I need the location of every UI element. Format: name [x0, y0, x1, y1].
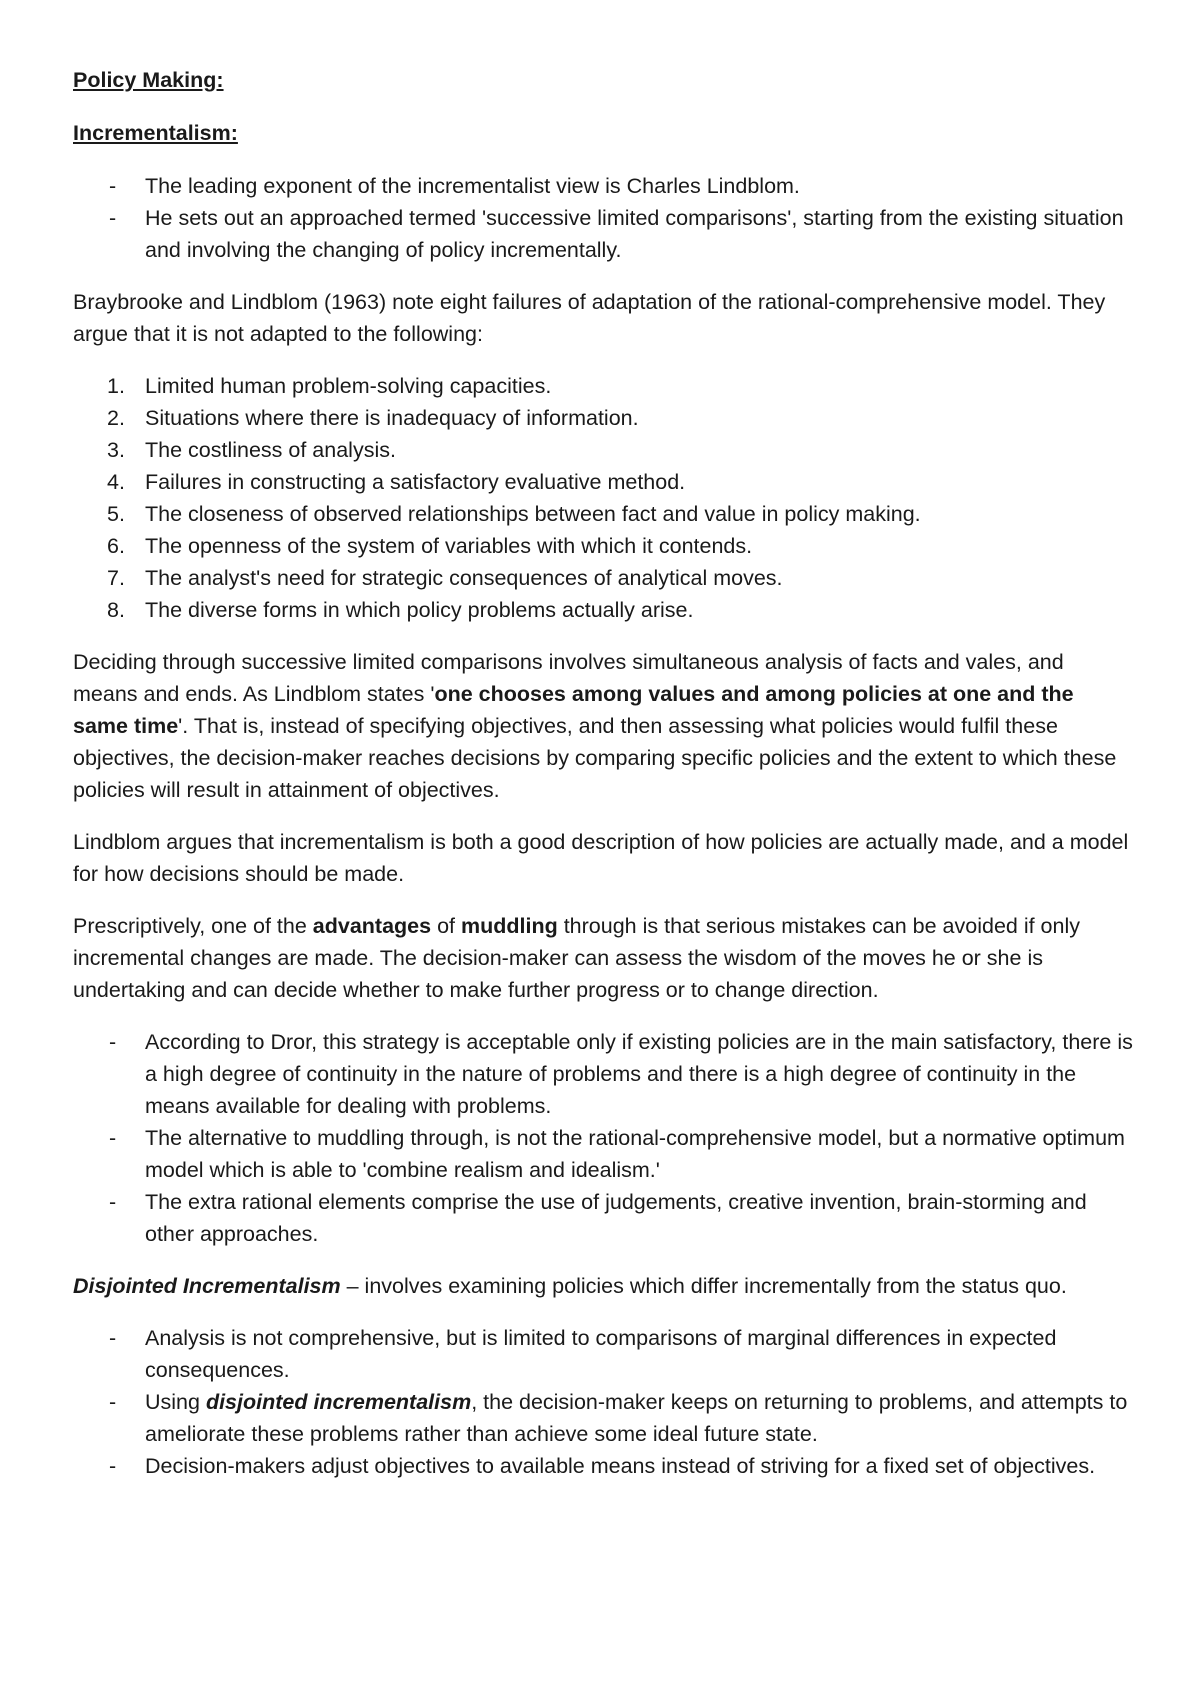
section-heading: Incrementalism:: [73, 121, 238, 145]
bold-muddling: muddling: [461, 914, 558, 938]
paragraph-successive-comparisons: Deciding through successive limited comparisons involves simultaneous analysis of facts and vales, and means and ends. As Lindblom states 'one chooses among values and among policies at one and the same time'. That is, instead of specifying objectives, and then assessing what policies would fulfil these objectives, the decision-maker reaches decisions by comparing specific policies and the extent to which these policies will result in attainment of objectives.: [73, 650, 1117, 802]
dash-bullet: -: [109, 206, 117, 230]
list-item: 7. The analyst's need for strategic consequences of analytical moves.: [107, 566, 783, 590]
dash-bullet: -: [109, 1030, 117, 1054]
list-item: - According to Dror, this strategy is acceptable only if existing policies are in the main satisfactory, there is a high degree of continuity in the nature of problems and there is a high degree of continuity in the means available for dealing with problems.: [73, 1026, 1133, 1122]
dash-bullet: -: [109, 174, 117, 198]
paragraph-lindblom-argues: Lindblom argues that incrementalism is both a good description of how policies are actually made, and a model for how decisions should be made.: [73, 830, 1129, 886]
paragraph-braybrooke: Braybrooke and Lindblom (1963) note eight failures of adaptation of the rational-comprehensive model. They argue that it is not adapted to the following:: [73, 290, 1106, 346]
dash-bullet: -: [109, 1454, 117, 1478]
paragraph-prescriptively: Prescriptively, one of the advantages of muddling through is that serious mistakes can be avoided if only incremental changes are made. The decision-maker can assess the wisdom of the moves he or she is undertaking and can decide whether to make further progress or to change direction.: [73, 914, 1080, 1002]
bold-italic-term: Disjointed Incrementalism: [73, 1274, 341, 1298]
dror-bullet-list: [73, 1026, 1133, 1250]
paragraph-disjointed: Disjointed Incrementalism – involves examining policies which differ incrementally from the status quo.: [73, 1274, 1067, 1298]
intro-bullet-list: [73, 170, 1133, 266]
list-item: 3. The costliness of analysis.: [107, 438, 396, 462]
list-item: 4. Failures in constructing a satisfactory evaluative method.: [107, 470, 686, 494]
dash-bullet: -: [109, 1190, 117, 1214]
document-page: [73, 64, 1133, 1502]
list-item: 2. Situations where there is inadequacy of information.: [107, 406, 639, 430]
failures-numbered-list: [73, 370, 1133, 626]
list-item: 8. The diverse forms in which policy problems actually arise.: [107, 598, 694, 622]
list-item: 5. The closeness of observed relationships between fact and value in policy making.: [107, 502, 921, 526]
dash-bullet: -: [109, 1390, 117, 1414]
list-item: 1. Limited human problem-solving capacities.: [107, 374, 552, 398]
list-item: - The leading exponent of the incrementalist view is Charles Lindblom.: [73, 170, 1133, 202]
bold-advantages: advantages: [312, 914, 432, 938]
bold-italic-term: disjointed incrementalism: [205, 1390, 472, 1414]
page-title: Policy Making:: [73, 68, 224, 92]
dash-bullet: -: [109, 1326, 117, 1350]
disjointed-bullet-list: [73, 1322, 1133, 1482]
list-item: - Analysis is not comprehensive, but is limited to comparisons of marginal differences in expected consequences.: [73, 1322, 1133, 1386]
bold-quote: one chooses among values and among policies at one and the same time: [73, 682, 1074, 738]
list-item: - He sets out an approached termed 'successive limited comparisons', starting from the existing situation and involving the changing of policy incrementally.: [73, 202, 1133, 266]
list-item: 6. The openness of the system of variables with which it contends.: [107, 534, 753, 558]
list-item: - Decision-makers adjust objectives to available means instead of striving for a fixed set of objectives.: [73, 1450, 1133, 1482]
list-item: - The alternative to muddling through, is not the rational-comprehensive model, but a normative optimum model which is able to 'combine realism and idealism.': [73, 1122, 1133, 1186]
list-item: - The extra rational elements comprise the use of judgements, creative invention, brain-storming and other approaches.: [73, 1186, 1133, 1250]
list-item: - Using disjointed incrementalism, the decision-maker keeps on returning to problems, and attempts to ameliorate these problems rather than achieve some ideal future state.: [73, 1386, 1133, 1450]
dash-bullet: -: [109, 1126, 117, 1150]
